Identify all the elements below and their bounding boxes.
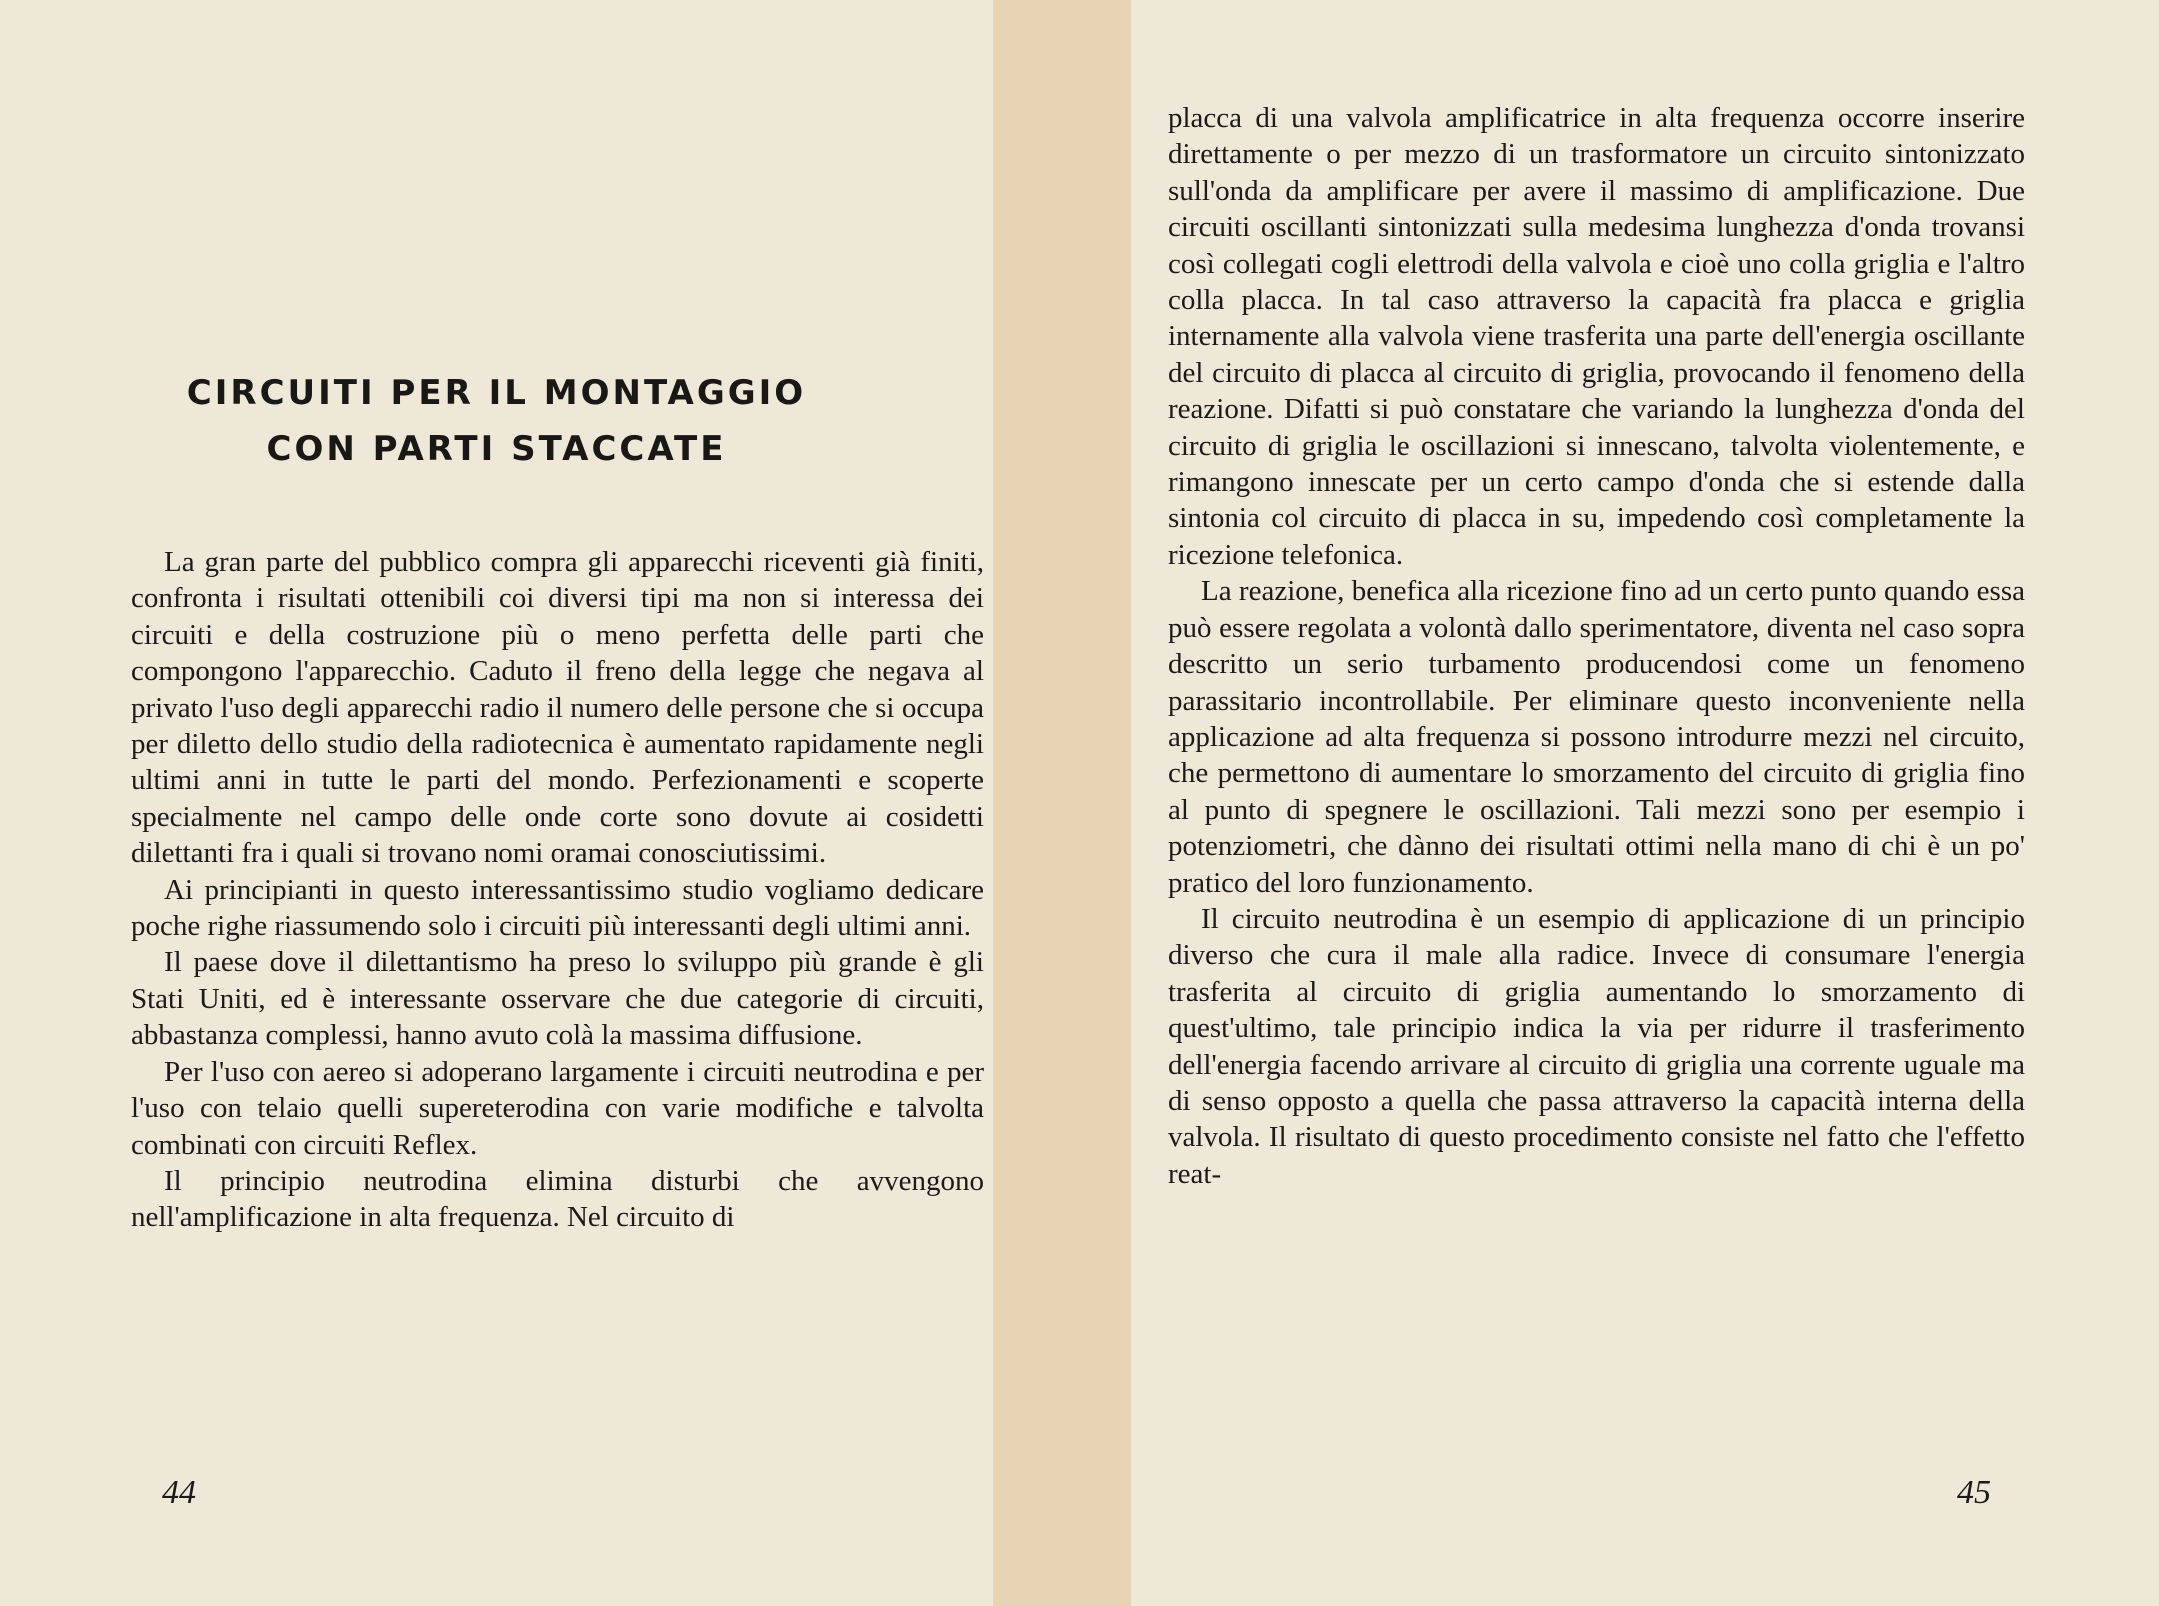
page-number-right: 45 bbox=[1957, 1474, 1991, 1511]
right-page-body bbox=[1168, 100, 2025, 1192]
book-gutter bbox=[993, 0, 1131, 1606]
left-page bbox=[0, 0, 993, 1606]
paragraph: Ai principianti in questo interessantissimo studio vogliamo dedicare poche righe riassumendo solo i circuiti più interessanti degli ultimi anni. bbox=[131, 873, 984, 943]
paragraph: Il paese dove il dilettantismo ha preso lo sviluppo più grande è gli Stati Uniti, ed è interessante osservare che due categorie di circuiti, abbastanza complessi, hanno avuto colà la massima diffusione. bbox=[131, 946, 984, 1052]
paragraph: placca di una valvola amplificatrice in alta frequenza occorre inserire direttamente o per mezzo di un trasformatore un circuito sintonizzato sull'onda da amplificare per avere il massimo di amplificazione. Due circuiti oscillanti sintonizzati sulla medesima lunghezza d'onda trovansi così collegati cogli elettrodi della valvola e cioè uno colla griglia e l'altro colla placca. In tal caso attraverso la capacità fra placca e griglia internamente alla valvola viene trasferita una parte dell'energia oscillante del circuito di placca al circuito di griglia, provocando il fenomeno della reazione. Difatti si può constatare che variando la lunghezza d'onda del circuito di griglia le oscillazioni si innescano, talvolta violentemente, e rimangono innescate per un certo campo d'onda che si estende dalla sintonia col circuito di placca in su, impedendo così completamente la ricezione telefonica. bbox=[1168, 102, 2025, 571]
chapter-heading-line-2: CON PARTI STACCATE bbox=[266, 429, 727, 469]
right-page bbox=[1131, 0, 2159, 1606]
left-page-body bbox=[131, 544, 984, 1236]
paragraph: La reazione, benefica alla ricezione fino ad un certo punto quando essa può essere regolata a volontà dallo sperimentatore, diventa nel caso sopra descritto un serio turbamento producendosi come un fenomeno parassitario incontrollabile. Per eliminare questo inconveniente nella applicazione ad alta frequenza si possono introdurre mezzi nel circuito, che permettono di aumentare lo smorzamento del circuito di griglia fino al punto di spegnere le oscillazioni. Tali mezzi sono per esempio i potenziometri, che dànno dei risultati ottimi nella mano di chi è un po' pratico del loro funzionamento. bbox=[1168, 575, 2025, 899]
chapter-heading-line-1: CIRCUITI PER IL MONTAGGIO bbox=[186, 373, 807, 413]
paragraph: La gran parte del pubblico compra gli apparecchi riceventi già finiti, confronta i risultati ottenibili coi diversi tipi ma non si interessa dei circuiti e della costruzione più o meno perfetta delle parti che compongono l'apparecchio. Caduto il freno della legge che negava al privato l'uso degli apparecchi radio il numero delle persone che si occupa per diletto dello studio della radiotecnica è aumentato rapidamente negli ultimi anni in tutte le parti del mondo. Perfezionamenti e scoperte specialmente nel campo delle onde corte sono dovute ai cosidetti dilettanti fra i quali si trovano nomi oramai conosciutissimi. bbox=[131, 546, 984, 870]
page-number-left: 44 bbox=[162, 1474, 196, 1511]
paragraph: Il circuito neutrodina è un esempio di applicazione di un principio diverso che cura il male alla radice. Invece di consumare l'energia trasferita al circuito di griglia aumentando lo smorzamento di quest'ultimo, tale principio indica la via per ridurre il trasferimento dell'energia facendo arrivare al circuito di griglia una corrente uguale ma di senso opposto a quella che passa attraverso la capacità interna della valvola. Il risultato di questo procedimento consiste nel fatto che l'effetto reat- bbox=[1168, 902, 2025, 1190]
chapter-heading bbox=[0, 365, 993, 477]
paragraph: Per l'uso con aereo si adoperano largamente i circuiti neutrodina e per l'uso con telaio quelli supereterodina con varie modifiche e talvolta combinati con circuiti Reflex. bbox=[131, 1055, 984, 1161]
paragraph: Il principio neutrodina elimina disturbi che avvengono nell'amplificazione in alta frequenza. Nel circuito di bbox=[131, 1164, 984, 1234]
